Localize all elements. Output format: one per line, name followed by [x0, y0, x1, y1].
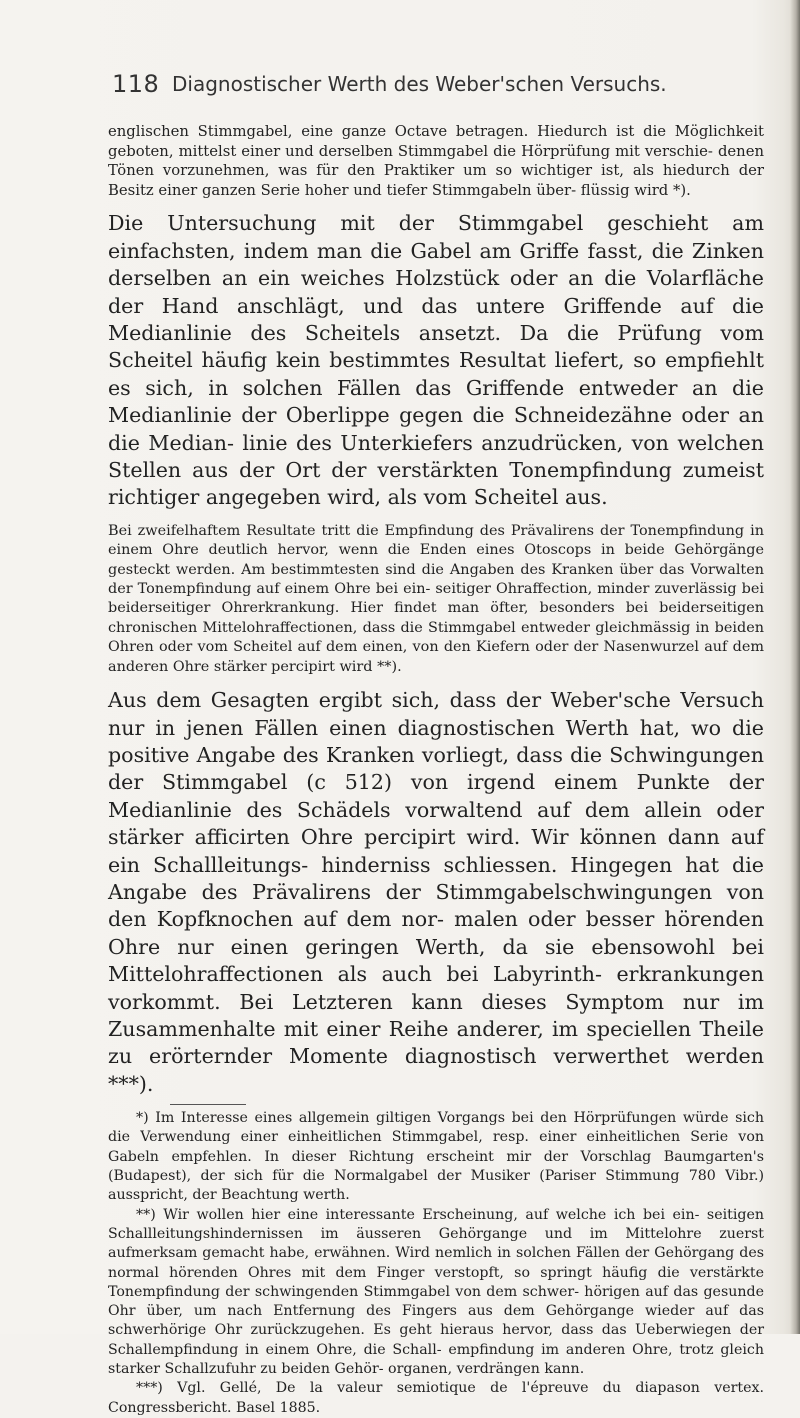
page-number: 118: [112, 70, 160, 98]
footnote-1: *) Im Interesse eines allgemein giltigen Vorgangs bei den Hörprüfungen würde sich die Verwendung einer einheitlichen Stimmgabel, resp. einer einheitlichen Serie von Gabeln empfehlen. In dieser Richtung erscheint mir der Vorschlag Baumgarten's (Budapest), der sich für die Normalgabel der Musiker (Pariser Stimmung 780 Vibr.) ausspricht, der Beachtung werth.: [108, 1110, 764, 1204]
running-head: Diagnostischer Werth des Weber'schen Versuchs.: [172, 72, 667, 96]
page-body: [108, 122, 764, 1418]
footnote-3: ***) Vgl. Gellé, De la valeur semiotique de l'épreuve du diapason vertex. Congressbericht. Basel 1885.: [108, 1380, 764, 1416]
paragraph-intro: englischen Stimmgabel, eine ganze Octave betragen. Hiedurch ist die Möglichkeit geboten, mittelst einer und derselben Stimmgabel die Hörprüfung mit verschie- denen Tönen vorzunehmen, was für den Praktiker um so wichtiger ist, als hiedurch der Besitz einer ganzen Serie hoher und tiefer Stimmgabeln über- flüssig wird *).: [108, 123, 764, 199]
paragraph-conclusion: Aus dem Gesagten ergibt sich, dass der Weber'sche Versuch nur in jenen Fällen einen diagnostischen Werth hat, wo die positive Angabe des Kranken vorliegt, dass die Schwingungen der Stimmgabel (c 512) von irgend einem Punkte der Medianlinie des Schädels vorwaltend auf dem allein oder stärker afficirten Ohre percipirt wird. Wir können dann auf ein Schallleitungs- hinderniss schliessen. Hingegen hat die Angabe des Prävalirens der Stimmgabelschwingungen von den Kopfknochen auf dem nor- malen oder besser hörenden Ohre nur einen geringen Werth, da sie ebensowohl bei Mittelohraffectionen als auch bei Labyrinth- erkrankungen vorkommt. Bei Letzteren kann dieses Symptom nur im Zusammenhalte mit einer Reihe anderer, im speciellen Theile zu erörternder Momente diagnostisch verwerthet werden ***).: [108, 688, 764, 1096]
page-header: [112, 70, 752, 110]
footnote-divider: [170, 1104, 246, 1105]
paragraph-remark: Bei zweifelhaftem Resultate tritt die Empfindung des Prävalirens der Tonempfindung in einem Ohre deutlich hervor, wenn die Enden eines Otoscops in beide Gehörgänge gesteckt werden. Am bestimmtesten sind die Angaben des Kranken über das Vorwalten der Tonempfindung auf einem Ohre bei ein- seitiger Ohraffection, minder zuverlässig bei beiderseitiger Ohrerkrankung. Hier findet man öfter, besonders bei beiderseitigen chronischen Mittelohraffectionen, dass die Stimmgabel entweder gleichmässig in beiden Ohren oder vom Scheitel auf dem einen, von den Kiefern oder der Nasenwurzel auf dem anderen Ohre stärker percipirt wird **).: [108, 522, 764, 675]
page-edge-shadow: [790, 0, 800, 1334]
footnote-2: **) Wir wollen hier eine interessante Erscheinung, auf welche ich bei ein- seitigen Schallleitungshindernissen im äusseren Gehörgange und im Mittelohre zuerst aufmerksam gemacht habe, erwähnen. Wird nemlich in solchen Fällen der Gehörgang des normal hörenden Ohres mit dem Finger verstopft, so springt häufig die verstärkte Tonempfindung der schwingenden Stimmgabel von dem schwer- hörigen auf das gesunde Ohr über, um nach Entfernung des Fingers aus dem Gehörgange wieder auf das schwerhörige Ohr zurückzugehen. Es geht hieraus hervor, dass das Ueberwiegen der Schallempfindung in einem Ohre, die Schall- empfindung im anderen Ohre, trotz gleich starker Schallzufuhr zu beiden Gehör- organen, verdrängen kann.: [108, 1206, 764, 1378]
paragraph-procedure: Die Untersuchung mit der Stimmgabel geschieht am einfachsten, indem man die Gabel am Griffe fasst, die Zinken derselben an ein weiches Holzstück oder an die Volarfläche der Hand anschlägt, und das untere Griffende auf die Medianlinie des Scheitels ansetzt. Da die Prüfung vom Scheitel häufig kein bestimmtes Resultat liefert, so empfiehlt es sich, in solchen Fällen das Griffende entweder an die Medianlinie der Oberlippe gegen die Schneidezähne oder an die Median- linie des Unterkiefers anzudrücken, von welchen Stellen aus der Ort der verstärkten Tonempfindung zumeist richtiger angegeben wird, als vom Scheitel aus.: [108, 211, 764, 510]
